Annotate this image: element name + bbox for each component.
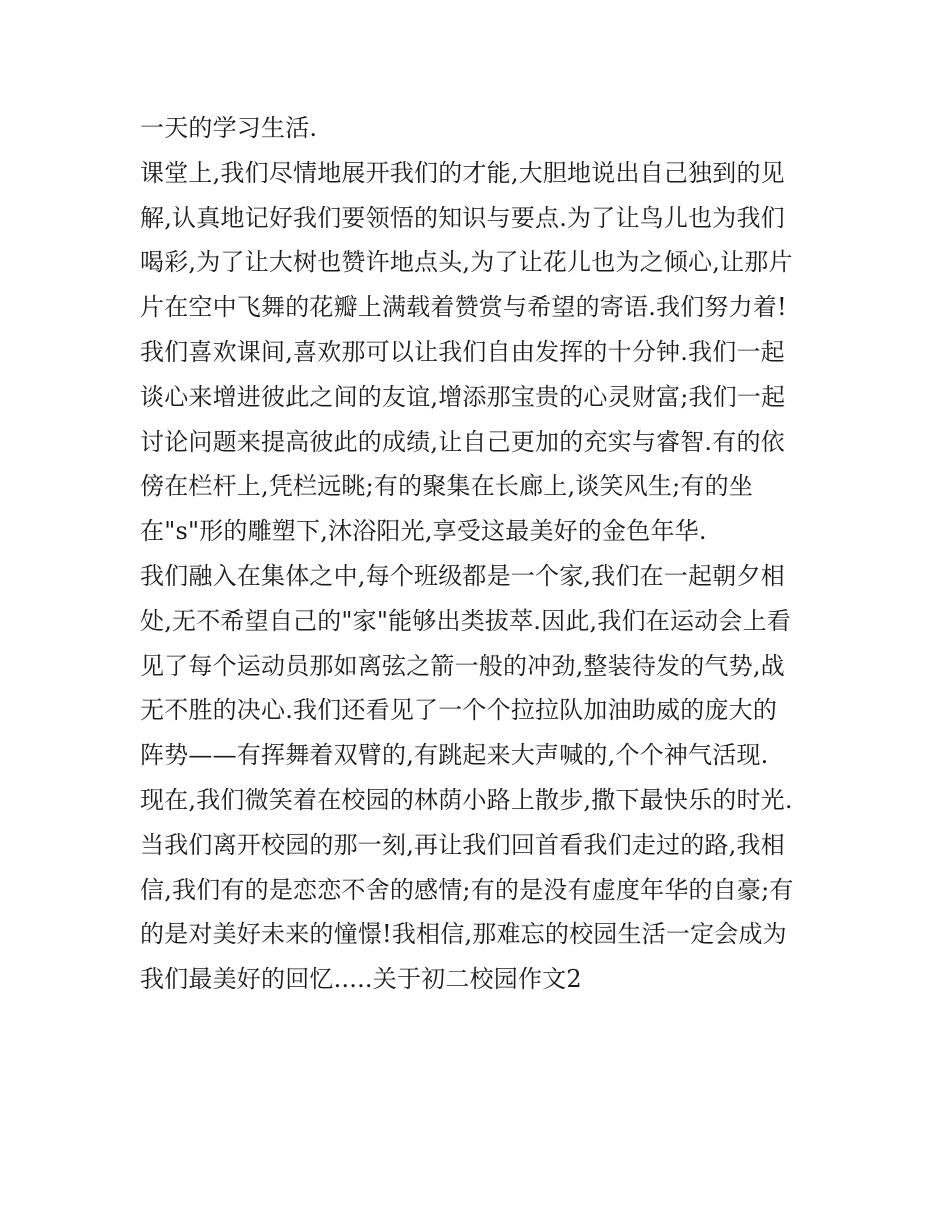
essay-body [140, 106, 820, 1002]
text-line: 片在空中飞舞的花瓣上满载着赞赏与希望的寄语.我们努力着! [140, 293, 787, 322]
text-line: 信,我们有的是恋恋不舍的感情;有的是没有虚度年华的自豪;有 [140, 875, 794, 904]
text-line: 现在,我们微笑着在校园的林荫小路上散步,撒下最快乐的时光. [140, 785, 793, 814]
text-line: 的是对美好未来的憧憬!我相信,那难忘的校园生活一定会成为 [140, 920, 787, 949]
text-line: 谈心来增进彼此之间的友谊,增添那宝贵的心灵财富;我们一起 [140, 382, 786, 411]
text-line: 处,无不希望自己的"家"能够出类拔萃.因此,我们在运动会上看 [140, 606, 791, 635]
text-line: 解,认真地记好我们要领悟的知识与要点.为了让鸟儿也为我们 [140, 203, 785, 232]
text-line: 见了每个运动员那如离弦之箭一般的冲劲,整装待发的气势,战 [140, 651, 785, 680]
text-line: 一天的学习生活. [140, 114, 318, 142]
text-line: 课堂上,我们尽情地展开我们的才能,大胆地说出自己独到的见 [140, 158, 785, 187]
text-line: 我们融入在集体之中,每个班级都是一个家,我们在一起朝夕相 [140, 561, 785, 590]
text-line: 我们最美好的回忆.....关于初二校园作文2 [140, 965, 582, 994]
text-line: 傍在栏杆上,凭栏远眺;有的聚集在长廊上,谈笑风生;有的坐 [140, 472, 754, 501]
text-line: 无不胜的决心.我们还看见了一个个拉拉队加油助威的庞大的 [140, 696, 778, 725]
text-line: 阵势——有挥舞着双臂的,有跳起来大声喊的,个个神气活现. [140, 741, 769, 770]
text-line: 我们喜欢课间,喜欢那可以让我们自由发挥的十分钟.我们一起 [140, 337, 785, 366]
text-line: 喝彩,为了让大树也赞许地点头,为了让花儿也为之倾心,让那片 [140, 248, 793, 277]
text-line: 讨论问题来提高彼此的成绩,让自己更加的充实与睿智.有的依 [140, 427, 785, 456]
text-line: 当我们离开校园的那一刻,再让我们回首看我们走过的路,我相 [140, 830, 785, 859]
text-line: 在"s"形的雕塑下,沐浴阳光,享受这最美好的金色年华. [140, 517, 707, 546]
